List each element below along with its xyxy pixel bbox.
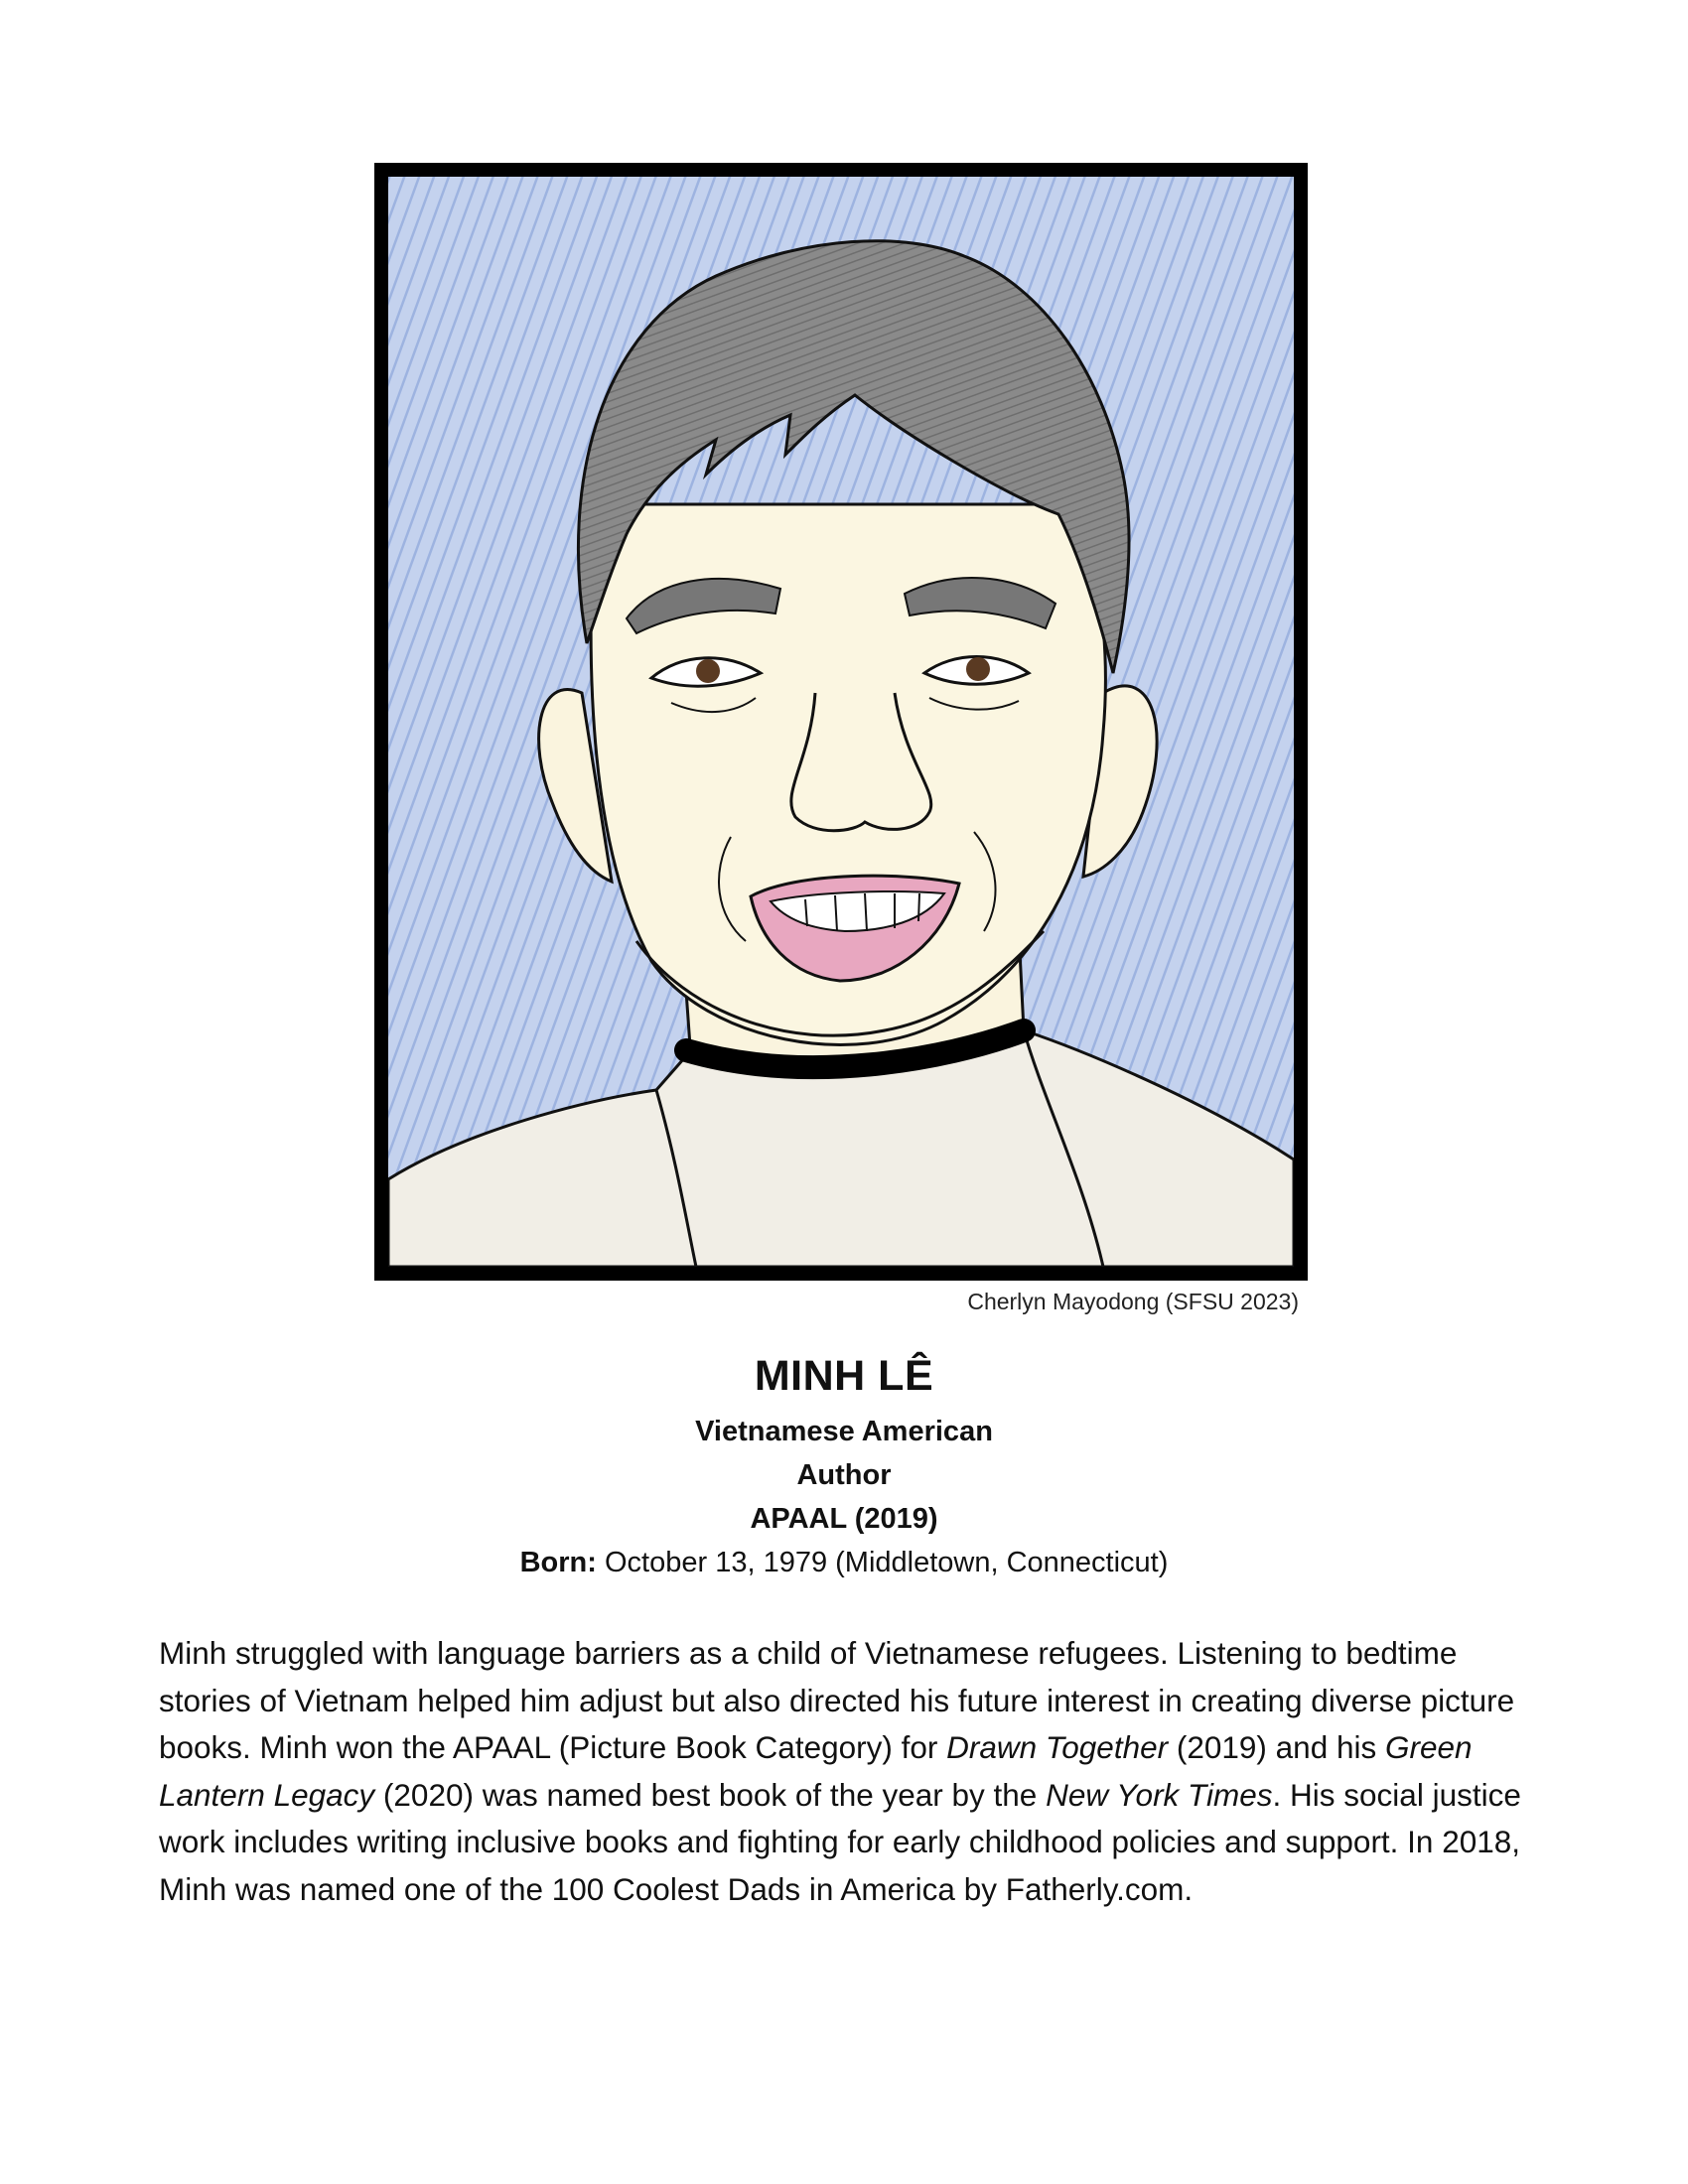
born-value: October 13, 1979 (Middletown, Connecticut) bbox=[596, 1547, 1169, 1578]
iris-right bbox=[966, 657, 990, 681]
iris-left bbox=[696, 659, 720, 683]
bio-text-3: (2020) was named best book of the year by the bbox=[374, 1776, 1047, 1813]
book-title-green-lantern-legacy: Green Lantern Legacy bbox=[159, 1729, 1473, 1813]
portrait-drawing bbox=[388, 177, 1294, 1267]
person-name: MINH LÊ bbox=[754, 1352, 934, 1400]
publication-new-york-times: New York Times bbox=[1046, 1776, 1273, 1813]
portrait-frame bbox=[374, 163, 1308, 1281]
bio-text-1: Minh struggled with language barriers as a child of Vietnamese refugees. Listening to bedtime stories of Vietnam helped him adjust but also directed his future interest in creating diverse picture books. Minh won the APAAL (Picture Book Category) for bbox=[159, 1635, 1515, 1765]
award: APAAL (2019) bbox=[750, 1503, 938, 1535]
heritage: Vietnamese American bbox=[695, 1416, 993, 1447]
artist-credit: Cherlyn Mayodong (SFSU 2023) bbox=[967, 1289, 1299, 1314]
book-title-drawn-together: Drawn Together bbox=[946, 1729, 1169, 1765]
born-label: Born: bbox=[519, 1547, 597, 1578]
biography bbox=[159, 1630, 1534, 1913]
bio-text-4: . His social justice work includes writing inclusive books and fighting for early childhood policies and support. In 2018, Minh was named one of the 100 Coolest Dads in America by Fatherly.com. bbox=[159, 1776, 1521, 1907]
bio-text-2: (2019) and his bbox=[1168, 1729, 1385, 1765]
born-line bbox=[0, 1547, 1688, 1579]
profession: Author bbox=[796, 1459, 892, 1491]
